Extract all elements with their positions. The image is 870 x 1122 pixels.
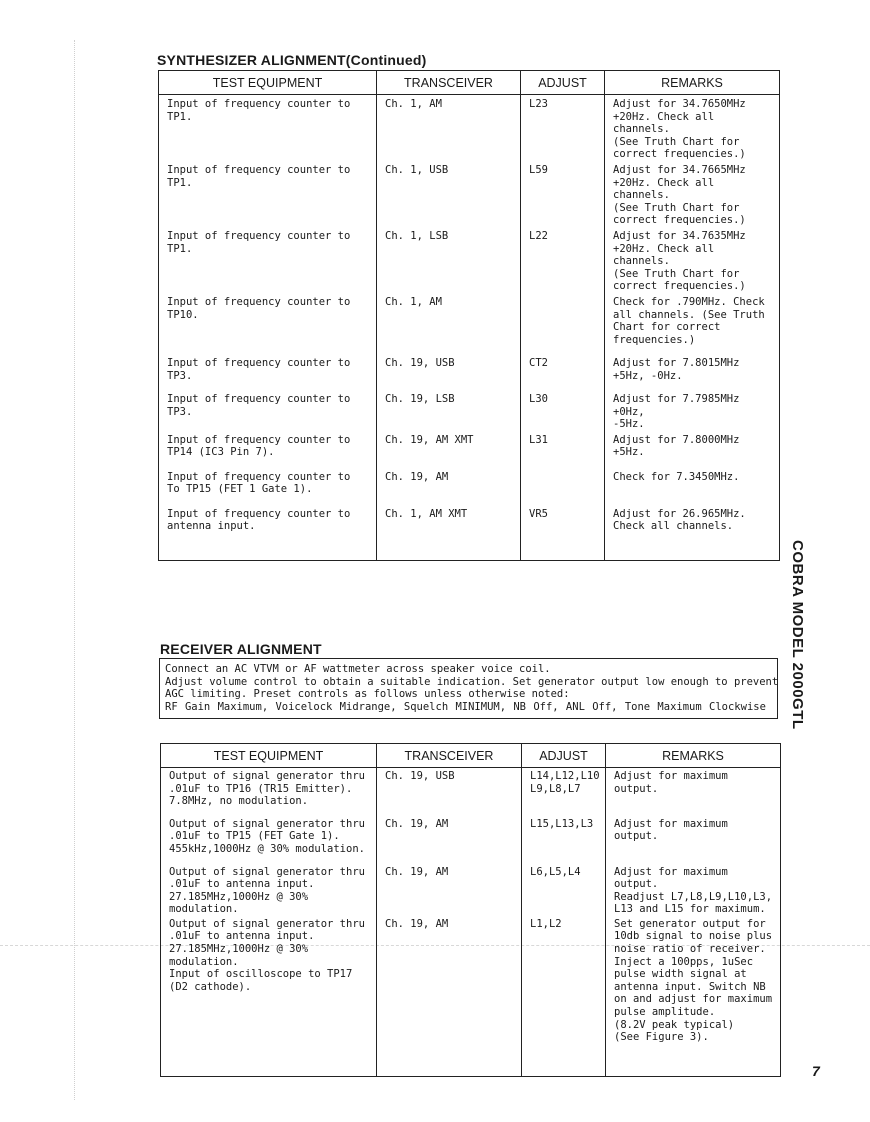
column-header: TEST EQUIPMENT — [159, 71, 377, 95]
receiver-alignment-heading: RECEIVER ALIGNMENT — [160, 641, 322, 657]
table-row — [159, 390, 780, 431]
table-row — [159, 161, 780, 227]
table-row — [159, 354, 780, 390]
adjust-cell: L15,L13,L3 — [522, 816, 606, 864]
transceiver-cell: Ch. 1, LSB — [377, 227, 521, 293]
model-side-label: COBRA MODEL 2000GTL — [789, 540, 806, 730]
adjust-cell: L6,L5,L4 — [522, 864, 606, 916]
transceiver-cell: Ch. 19, LSB — [377, 390, 521, 431]
adjust-cell: VR5 — [521, 505, 605, 561]
adjust-cell — [521, 468, 605, 505]
table-row — [159, 293, 780, 354]
transceiver-cell: Ch. 1, USB — [377, 161, 521, 227]
transceiver-cell: Ch. 19, AM — [377, 916, 522, 1077]
table-header-row — [161, 744, 781, 768]
remarks-cell: Adjust for 7.8015MHz +5Hz, -0Hz. — [605, 354, 780, 390]
adjust-cell: L14,L12,L10 L9,L8,L7 — [522, 768, 606, 816]
remarks-cell: Check for .790MHz. Check all channels. (See Truth Chart for correct frequencies.) — [605, 293, 780, 354]
remarks-cell: Adjust for 26.965MHz. Check all channels. — [605, 505, 780, 561]
instruction-line: Adjust volume control to obtain a suitable indication. Set generator output low enough to prevent — [165, 675, 779, 688]
equipment-cell: Output of signal generator thru .01uF to TP15 (FET Gate 1). 455kHz,1000Hz @ 30% modulation. — [161, 816, 377, 864]
remarks-cell: Set generator output for 10db signal to noise plus noise ratio of receiver. Inject a 100pps, 1uSec pulse width signal at antenna input. Switch NB on and adjust for maximum pulse amplitude. (8.2V peak typical) (See Figure 3). — [606, 916, 781, 1077]
equipment-cell: Input of frequency counter to TP3. — [159, 390, 377, 431]
receiver-setup-instructions — [159, 658, 778, 719]
remarks-cell: Adjust for maximum output. — [606, 768, 781, 816]
equipment-cell: Output of signal generator thru .01uF to TP16 (TR15 Emitter). 7.8MHz, no modulation. — [161, 768, 377, 816]
instruction-line: AGC limiting. Preset controls as follows unless otherwise noted: — [165, 688, 570, 701]
column-header: TRANSCEIVER — [377, 71, 521, 95]
equipment-cell: Input of frequency counter to TP1. — [159, 161, 377, 227]
table-row — [159, 431, 780, 468]
synthesizer-alignment-heading: SYNTHESIZER ALIGNMENT(Continued) — [157, 52, 427, 68]
equipment-cell: Input of frequency counter to antenna input. — [159, 505, 377, 561]
transceiver-cell: Ch. 19, AM — [377, 816, 522, 864]
equipment-cell: Input of frequency counter to TP1. — [159, 95, 377, 161]
transceiver-cell: Ch. 1, AM XMT — [377, 505, 521, 561]
table-row — [161, 916, 781, 1077]
table-row — [161, 768, 781, 816]
adjust-cell: L1,L2 — [522, 916, 606, 1077]
remarks-cell: Adjust for 34.7635MHz +20Hz. Check all channels. (See Truth Chart for correct frequencies.) — [605, 227, 780, 293]
synthesizer-alignment-table — [158, 70, 780, 561]
adjust-cell: L23 — [521, 95, 605, 161]
column-header: ADJUST — [522, 744, 606, 768]
transceiver-cell: Ch. 19, AM — [377, 864, 522, 916]
remarks-cell: Adjust for 34.7650MHz +20Hz. Check all channels. (See Truth Chart for correct frequencies.) — [605, 95, 780, 161]
transceiver-cell: Ch. 19, USB — [377, 354, 521, 390]
adjust-cell: L30 — [521, 390, 605, 431]
transceiver-cell: Ch. 19, AM XMT — [377, 431, 521, 468]
remarks-cell: Adjust for maximum output. Readjust L7,L8,L9,L10,L3, L13 and L15 for maximum. — [606, 864, 781, 916]
page-number: 7 — [812, 1063, 820, 1079]
adjust-cell: CT2 — [521, 354, 605, 390]
column-header: REMARKS — [605, 71, 780, 95]
equipment-cell: Input of frequency counter to To TP15 (FET 1 Gate 1). — [159, 468, 377, 505]
transceiver-cell: Ch. 19, USB — [377, 768, 522, 816]
equipment-cell: Input of frequency counter to TP1. — [159, 227, 377, 293]
scan-margin-line — [74, 40, 75, 1100]
receiver-alignment-table — [160, 743, 781, 1077]
instruction-line: Connect an AC VTVM or AF wattmeter across speaker voice coil. — [165, 663, 551, 675]
equipment-cell: Input of frequency counter to TP14 (IC3 Pin 7). — [159, 431, 377, 468]
table-header-row — [159, 71, 780, 95]
equipment-cell: Output of signal generator thru .01uF to antenna input. 27.185MHz,1000Hz @ 30% modulation. — [161, 864, 377, 916]
table-row — [159, 227, 780, 293]
transceiver-cell: Ch. 1, AM — [377, 293, 521, 354]
column-header: TRANSCEIVER — [377, 744, 522, 768]
transceiver-cell: Ch. 19, AM — [377, 468, 521, 505]
adjust-cell — [521, 293, 605, 354]
column-header: ADJUST — [521, 71, 605, 95]
remarks-cell: Adjust for 34.7665MHz +20Hz. Check all channels. (See Truth Chart for correct frequencies.) — [605, 161, 780, 227]
remarks-cell: Adjust for 7.8000MHz +5Hz. — [605, 431, 780, 468]
control-presets-line: RF Gain Maximum, Voicelock Midrange, Squelch MINIMUM, NB Off, ANL Off, Tone Maximum Clockwise — [165, 700, 766, 713]
equipment-cell: Output of signal generator thru .01uF to antenna input. 27.185MHz,1000Hz @ 30% modulation. Input of oscilloscope to TP17 (D2 cathode). — [161, 916, 377, 1077]
adjust-cell: L22 — [521, 227, 605, 293]
remarks-cell: Adjust for 7.7985MHz +0Hz, -5Hz. — [605, 390, 780, 431]
table-row — [159, 505, 780, 561]
adjust-cell: L59 — [521, 161, 605, 227]
column-header: REMARKS — [606, 744, 781, 768]
table-row — [159, 468, 780, 505]
remarks-cell: Check for 7.3450MHz. — [605, 468, 780, 505]
table-row — [161, 816, 781, 864]
table-row — [159, 95, 780, 161]
transceiver-cell: Ch. 1, AM — [377, 95, 521, 161]
equipment-cell: Input of frequency counter to TP3. — [159, 354, 377, 390]
adjust-cell: L31 — [521, 431, 605, 468]
equipment-cell: Input of frequency counter to TP10. — [159, 293, 377, 354]
column-header: TEST EQUIPMENT — [161, 744, 377, 768]
remarks-cell: Adjust for maximum output. — [606, 816, 781, 864]
table-row — [161, 864, 781, 916]
